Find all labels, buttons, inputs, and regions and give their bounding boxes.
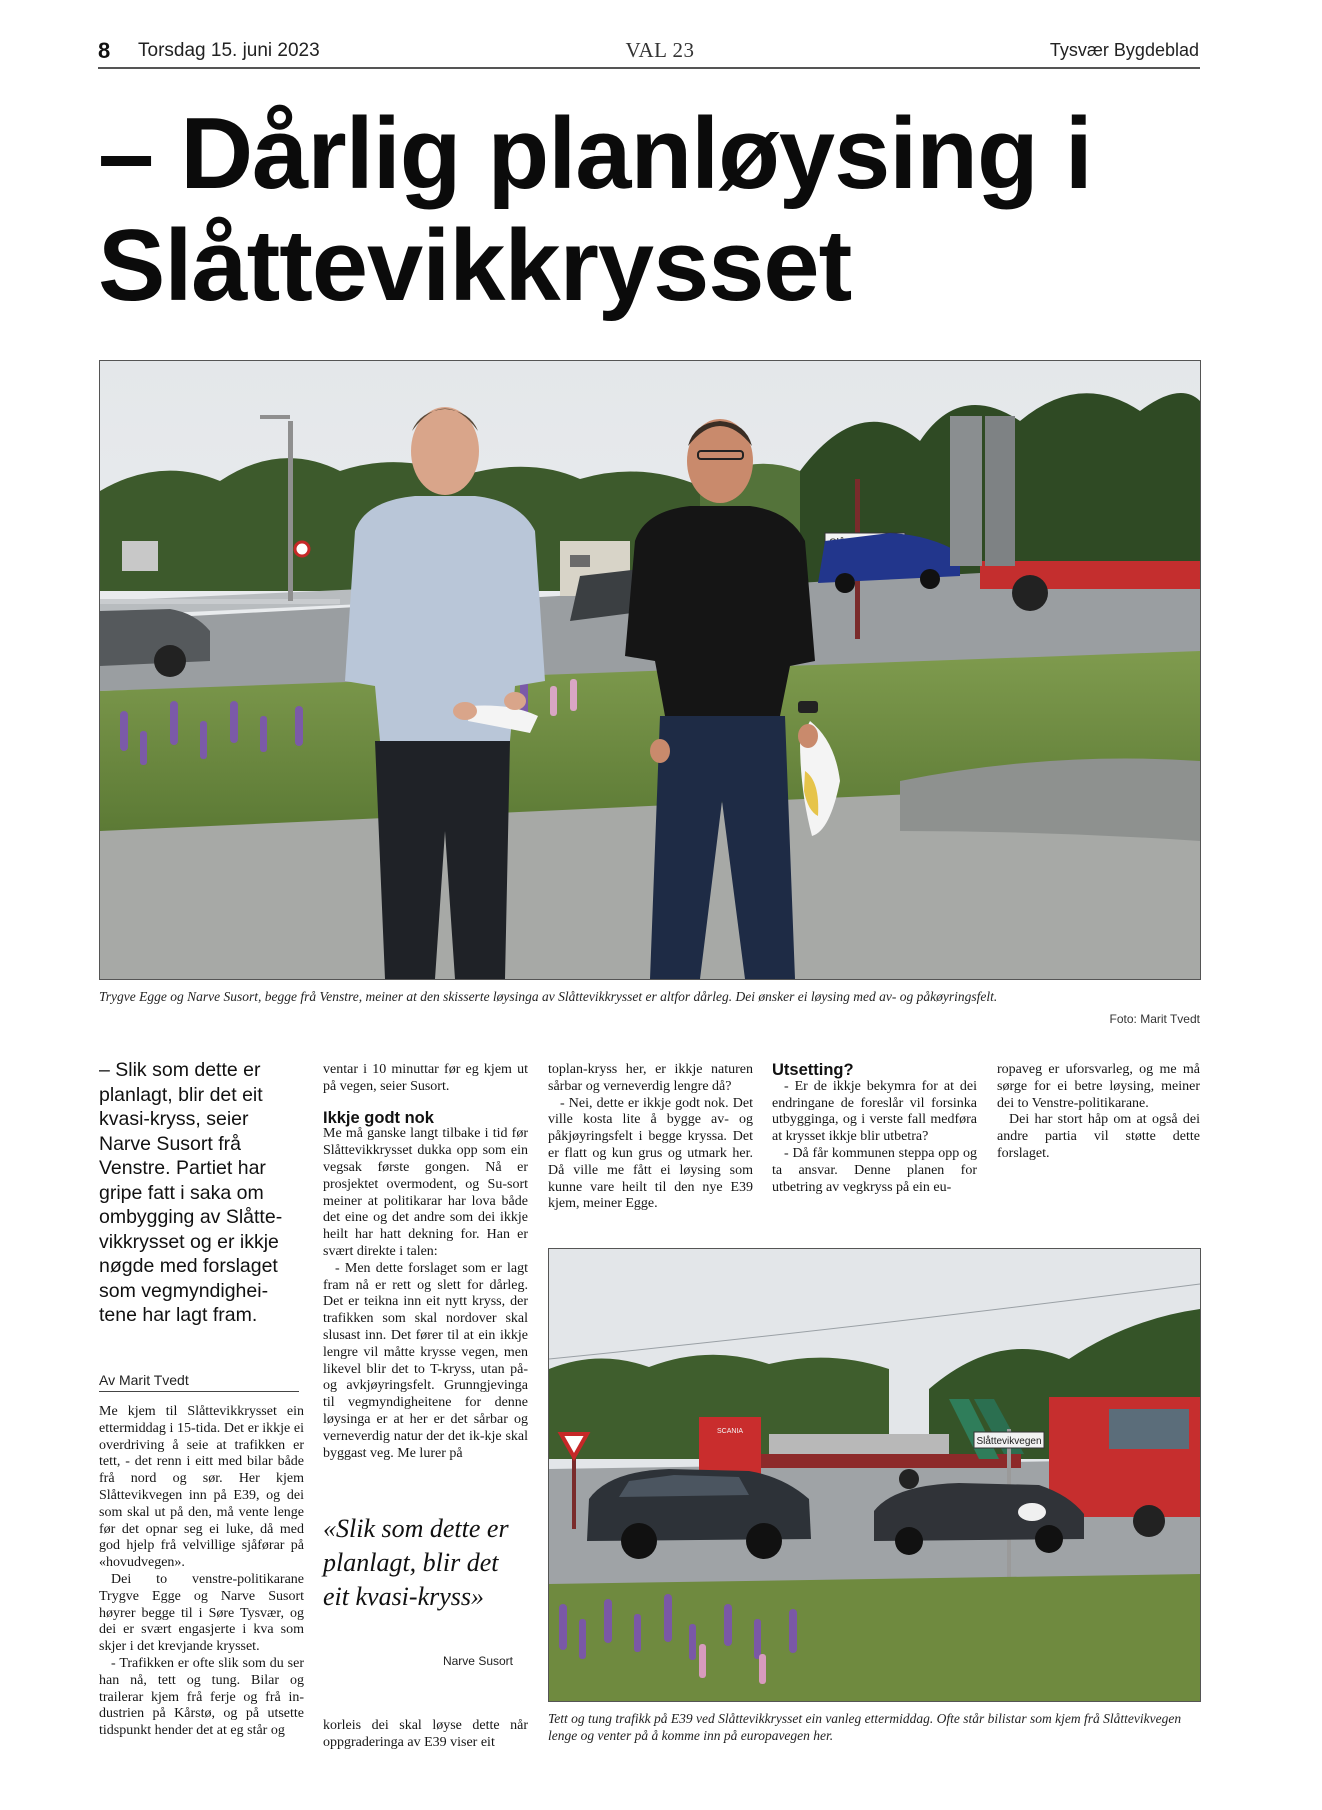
paragraph: - Då får kommunen steppa opp og ta ansvar. Denne planen for utbetring av vegkryss på ein eu- xyxy=(772,1145,977,1195)
column-2-continued xyxy=(323,1718,528,1752)
photo-politicians-at-junction xyxy=(100,361,1200,979)
column-3 xyxy=(548,1062,753,1213)
paragraph: Me må ganske langt tilbake i tid før Slåttevikkrysset dukka opp som ein vegsak første gongen. Nå er prosjektet overmodent, og Su-sort meiner at politikarar har lova både det eine og det andre som dei ikkje heilt har hatt dekning for. Han er svært direkte i talen: xyxy=(323,1126,528,1259)
newspaper-name: Tysvær Bygdeblad xyxy=(1049,40,1199,60)
photo-truck-text: SCANIA xyxy=(716,1428,744,1435)
paragraph: korleis dei skal løyse dette når oppgraderinga av E39 viser eit xyxy=(323,1718,528,1750)
photo-street-sign: Slåttevikvegen xyxy=(976,1436,1042,1447)
column-1 xyxy=(99,1404,304,1740)
column-4 xyxy=(772,1062,977,1196)
paragraph: - Nei, dette er ikkje godt nok. Det ville kosta lite å bygge av- og påkjøyringsfelt i begge kryssa. Det er flatt og kun grus og utmark her. Då ville me fått ei løysing som kunne vare heilt til den nye E39 kjem, meiner Egge. xyxy=(548,1095,753,1212)
paragraph: Me kjem til Slåttevikkrysset ein ettermiddag i 15-tida. Det er ikkje ei overdriving å seie at trafikken er tett, - det renn i eitt med bilar både frå nord og sør. Her kjem Slåttevikvegen inn på E39, og dei som skal ut på den, må vente lenge før det opnar seg ei luke, då med god hjelp frå velvillige sjåførar på «hovudvegen». xyxy=(99,1404,304,1571)
paragraph: ventar i 10 minuttar før eg kjem ut på vegen, seier Susort. xyxy=(323,1062,528,1094)
photo-credit: Foto: Marit Tvedt xyxy=(1109,1012,1200,1026)
issue-date: Torsdag 15. juni 2023 xyxy=(138,40,320,61)
section-label: VAL 23 xyxy=(625,38,695,62)
traffic-photo-caption: Tett og tung trafikk på E39 ved Slåttevikkrysset ein vanleg ettermiddag. Ofte står bilistar som kjem frå Slåttevikvegen lenge og venter på å komme inn på europavegen her. xyxy=(548,1711,1182,1743)
paragraph: - Men dette forslaget som er lagt fram nå er rett og slett for dårleg. Det er teikna inn eit nytt kryss, der trafikken som skal nordover skal slusast inn. Det fører til at ein ikkje lengre vil måtte krysse vegen, men likevel blir det to T-kryss, utan på- og avkjøyringsfelt. Grunngjevinga til vegmyndigheitene for denne løysinga er at her er det sårbar og verneverdig natur der det ik-kje skal byggast veg. Me lurer på xyxy=(323,1260,528,1461)
paragraph: - Er de ikkje bekymra for at dei endringane de foreslår vil forsinka utbygginga, og i verste fall medføra at krysset ikkje blir utbetra? xyxy=(772,1078,977,1145)
pull-quote-author: Narve Susort xyxy=(442,1654,513,1668)
main-photo-caption: Trygve Egge og Narve Susort, begge frå Venstre, meiner at den skisserte løysinga av Slåttevikkrysset er altfor dårleg. Dei ønsker ei løysing med av- og påkøyringsfelt. xyxy=(99,989,998,1004)
paragraph: ropaveg er uforsvarleg, og me må sørge for ei betre løysing, meiner dei to Venstre-politikarane. xyxy=(997,1062,1200,1111)
photo-traffic-at-junction xyxy=(549,1249,1200,1701)
pull-quote: «Slik som dette er planlagt, blir det eit kvasi-kryss» xyxy=(323,1514,509,1611)
column-2 xyxy=(323,1062,528,1462)
traffic-photo xyxy=(548,1248,1201,1702)
paragraph: Dei to venstre-politikarane Trygve Egge og Narve Susort høyrer begge til i Søre Tysvær, og dei er svært engasjerte i kva som skjer i det krevjande krysset. xyxy=(99,1571,304,1655)
article-intro: – Slik som dette er planlagt, blir det eit kvasi-kryss, seier Narve Susort frå Venstre. Partiet har gripe fatt i saka om ombygging av Slåtte-vikkrysset og er ikkje nøgde med forslaget som vegmyndighei-tene har lagt fram. xyxy=(99,1059,283,1326)
page-number: 8 xyxy=(98,38,111,63)
byline: Av Marit Tvedt xyxy=(99,1372,299,1392)
paragraph: toplan-kryss her, er ikkje naturen sårbar og verneverdig lengre då? xyxy=(548,1062,753,1094)
subheading: Ikkje godt nok xyxy=(323,1108,434,1127)
speed-limit-sign-icon xyxy=(295,542,309,556)
column-5 xyxy=(997,1062,1200,1163)
header-rule xyxy=(98,67,1200,69)
paragraph: Dei har stort håp om at også dei andre partia vil støtte dette forslaget. xyxy=(997,1112,1200,1161)
headline: – Dårlig planløysing i Slåttevikkrysset xyxy=(98,98,1092,322)
subheading: Utsetting? xyxy=(772,1061,854,1079)
paragraph: - Trafikken er ofte slik som du ser han nå, tett og tung. Bilar og trailerar kjem frå ferje og frå in-dustrien på Kårstø, og på utsette tidspunkt hender det at eg står og xyxy=(99,1655,304,1739)
main-photo xyxy=(99,360,1201,980)
